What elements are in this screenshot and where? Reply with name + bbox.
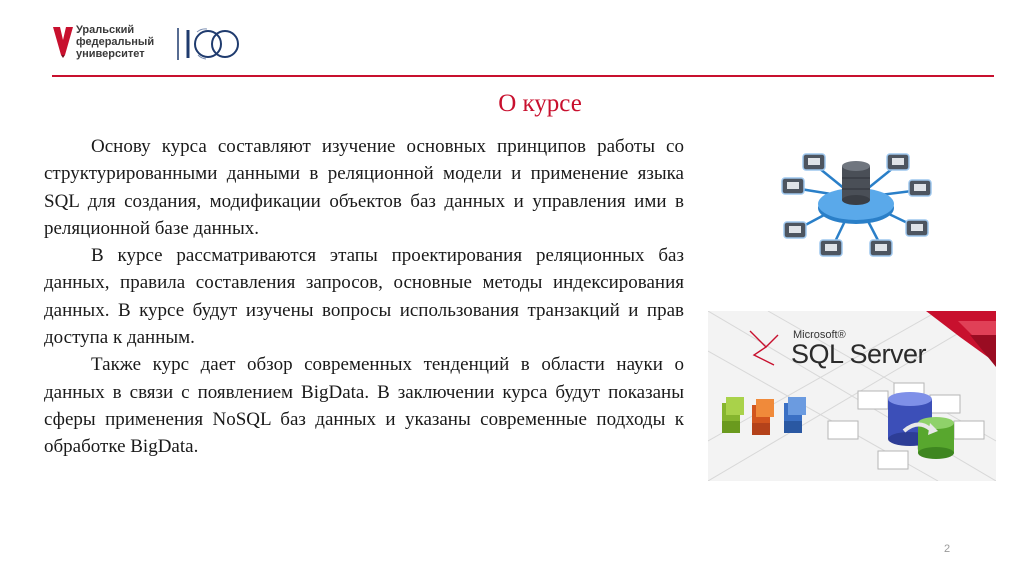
database-network-icon	[772, 152, 940, 260]
slide-title: О курсе	[498, 90, 582, 117]
paragraph-intro: Основу курса составляют изучение основных принципов работы со структурированными данными в реляционной модели и применение языка SQL для создания, модификации объектов баз данных и управления ими в реляционной базе данных.	[44, 136, 684, 239]
university-logo	[52, 22, 252, 66]
course-description	[44, 133, 684, 461]
sql-brand-name: SQL Server	[791, 339, 927, 369]
sql-server-image	[708, 311, 996, 481]
paragraph-bigdata: Также курс дает обзор современных тенденций в области науки о данных в связи с появлением BigData. В заключении курса будут показаны сферы применения NoSQL баз данных и указаны современные подходы к обработке BigData.	[44, 354, 684, 458]
ural-100-years-logo-icon	[176, 22, 246, 66]
paragraph-topics: В курсе рассматриваются этапы проектирования реляционных баз данных, правила составления запросов, основные методы индексирования данных. В курсе будут изучены вопросы использования транзакций и прав доступа к данным.	[44, 245, 684, 349]
page-number: 2	[944, 543, 951, 555]
urfu-logo-icon	[52, 24, 74, 58]
header-divider	[52, 75, 994, 77]
sql-brand-small: Microsoft®	[793, 329, 846, 341]
university-name: Уральский федеральный университет	[76, 24, 155, 60]
